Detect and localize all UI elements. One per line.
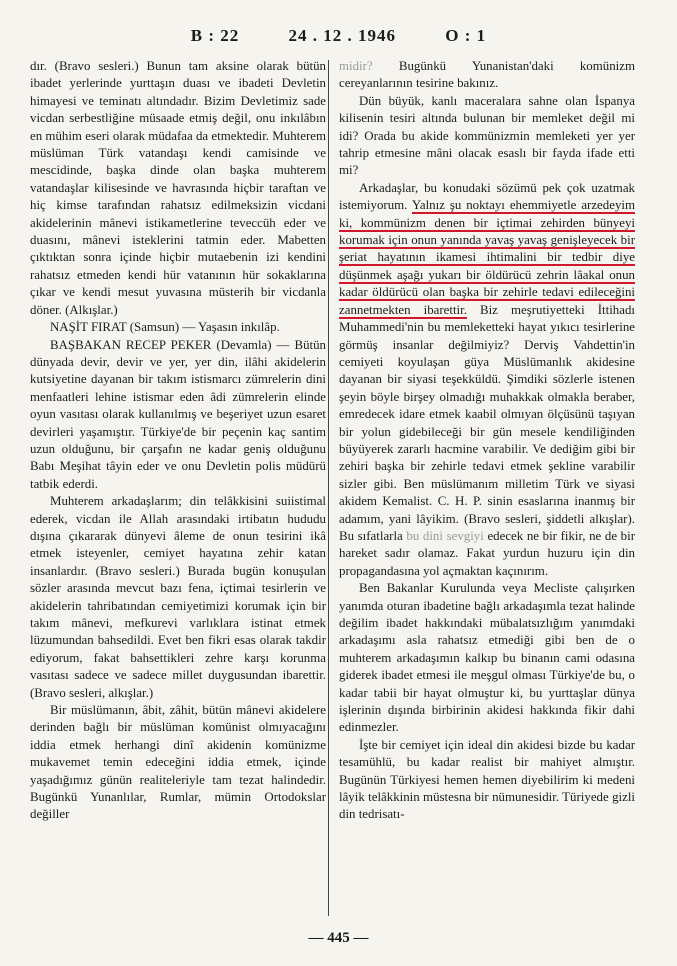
page-header: [0, 26, 677, 46]
column-divider: [328, 60, 329, 916]
paragraph-text: Bugünkü Yunanistan'daki komünizm cereyanlarının tesirine bakınız.: [339, 59, 635, 91]
faded-text: bu dini sevgiyi: [406, 528, 484, 543]
left-column: [30, 58, 326, 920]
paragraph: [339, 180, 635, 580]
paragraph-text: Arkadaşlar, bu konudaki sözümü pek çok uzatmak istemiyorum.: [339, 180, 635, 213]
paragraph-text: Biz meşrutiyetteki İttihadı Muhammedi'nin bu memleketteki hayat yıkıcı tesirlerine görmüş insanlar değilmiyiz? Derviş Vahdettin'in cemiyeti koyulaşan güya Müslümanlık akidesine dayanan bir siyasi teşekküldü. Şimdiki sözlerle istenen şeyin böyle birşey olmadığı muhakkak olmakla beraber, emredecek idare etmek kaabil olmıyan ölçüsünü taşıyan bir yolun gidebileceği bir gün mesele kendiliğinden büyüyerek zararlı hacmine varabilir. Ve dediğim gibi bir zehiri başka bir zehirle tedavi etmek şekline varabilir sizler gibi. Ben müslümanım milletim Türk ve siyasi akidem Kemalist. C. H. P. sinin esaslarına inanmış bir adamım, yani lâyikim. (Bravo sesleri, şiddetli alkışlar). Bu sıfatlarla: [339, 302, 635, 543]
page-number: — 445 —: [308, 930, 369, 946]
faded-text: midir?: [339, 59, 373, 73]
paragraph: Dün büyük, kanlı maceralara sahne olan İspanya kilisenin tesiri altında bulunan bir memleket değil mi idi? Orada bu akide kommünizmin memleketi yer yer tahrip etmesine mâni olacak esaslı bir fayda ifade etti mi?: [339, 93, 635, 178]
right-column: [339, 58, 635, 920]
sitting-number: O : 1: [445, 26, 487, 45]
paragraph: Ben Bakanlar Kurulunda veya Mecliste çalışırken yanımda oturan ibadetine bağlı arkadaşımla tezat halinde değilim ibadet hakkındaki mübalatsızlığım yanımdaki arkadaşımı asla rahatsız etmediği gibi ben de o muhterem arkadaşımın kalkıp bu binanın cami odasına giderek ibadet etmesi ile meşgul olması Türkiye'de bu, o kadar tabii bir hayat olmuştur ki, bu yurttaşlar dünya işlerinin dışında birbirinin akidesi hakkında fikir dahi edinmezler.: [339, 581, 635, 735]
paragraph: İşte bir cemiyet için ideal din akidesi bizde bu kadar tesamühlü, bu kadar realist bir mahiyet almıştır. Bugünün Türkiyesi hemen hemen diyebilirim ki medeni lâyik telâkkinin müstesna bir nümunesidir. Türiyede gizli din tedrisatı-: [339, 737, 635, 822]
paragraph: BAŞBAKAN RECEP PEKER (Devamla) — Bütün dünyada devir, devir ve yer, yer din, ilâhi akidelerin kutsiyetine dayanan bir takım istismarcı zümrelerin dini menfaatleri lehine istismar eden âdi zümrelerin elinde oyun vasıtası olarak kullanılmış ve beşeriyet uzun esaret devirleri yaşamıştır. Türkiye'de bir peçenin kaç santim uzun olduğunu, bir çarşafın ne kadar geniş olduğunu Babı Meşihat tâyin eder ve onu Devletin polis müdürü tatbik ederdi.: [30, 337, 326, 491]
paragraph: dır. (Bravo sesleri.) Bunun tam aksine olarak bütün ibadet yerlerinde yurttaşın duası ve ibadeti Devletin himayesi ve teminatı altındadır. Bizim Devletimiz sade vicdan serbestliğine müsaade etmiş değil, onu inkılâbın en mühim eseri olarak müdafaa da etmektedir. Muhterem müslüman Türk vatandaşı kendi camisinde ve mescidinde, başka dinde olan başka muhterem vatandaşlar kilisesinde ve havrasında hiçbir taraftan ve hiç kimse tarafından rahatsız edilmeksizin vicdani akidelerinin mânevi istikametlerine teveccüh eder ve duasını, mânevi isteklerini tatmin eder. Mabetten çıktıktan sonra içinde hiçbir mutaebenin izi kendini rahatsız etmeden kendi hür vatanının hür sokaklarına çıkar ve kendi mesut yuvasına müsterih bir vicdanla döner. (Alkışlar.): [30, 59, 326, 317]
paragraph: Bir müslümanın, âbit, zâhit, bütün mânevi akidelere derinden bağlı bir müslüman komünist olmıyacağını iddia etmek herhangi dinî akidenin komünizme mukavemet temin edeceğini iddia etmek, içinde yaşadığımız günün realiteleriyle tam tezat halindedir. Bugünkü Yunanlılar, Rumlar, mümin Ortodokslar değiller: [30, 703, 326, 822]
paragraph: NAŞİT FIRAT (Samsun) — Yaşasın inkılâp.: [50, 320, 280, 335]
paragraph: [339, 58, 635, 93]
paragraph-text: edecek ne bir fikir, ne de bir hareket sadır olamaz. Fakat yurdun huzuru için din propagandasına yol açmaktan kaçınırım.: [339, 528, 635, 578]
session-date: 24 . 12 . 1946: [288, 26, 397, 45]
paragraph: Muhterem arkadaşlarım; din telâkkisini suiistimal ederek, vicdan ile Allah arasındaki irtibatın hududu dışına çıkararak dünyevi âleme de onun tesirini ikâ etmek isteyenler, cemiyet hayatına zehir katan insanlardır. (Bravo sesleri.) Burada bugün konuşulan sözler arasında mevcut bazı fena, içtimai tesirlerin ve akidelerin tahribatından cemiyetimizi korumak için bir takım mânevi, mefkurevi varlıklara istinat etmek lüzumundan bahsedildi. Evet ben fikri esas olarak takdir ediyorum, fakat bahsettikleri zehre karşı korunma vasıtası sadece ve sadece millet duygusundan ibarettir. (Bravo sesleri, alkışlar.): [30, 494, 326, 700]
session-number: B : 22: [190, 26, 240, 45]
red-underlined-passage: Yalnız şu noktayı ehemmiyetle arzedeyim ki, kommünizm denen bir içtimai zehirden bünyeyi korumak için onun yanında yavaş yavaş genişleyecek bir şeriat hayatının ikamesi ihtimalini bir tedbir diye düşünmek aşağı yukarı bir öldürücü zehrin lâakal onun kadar öldürücü olan başka bir zehirle tedavi edileceğini zannetmekten ibarettir.: [339, 198, 635, 317]
